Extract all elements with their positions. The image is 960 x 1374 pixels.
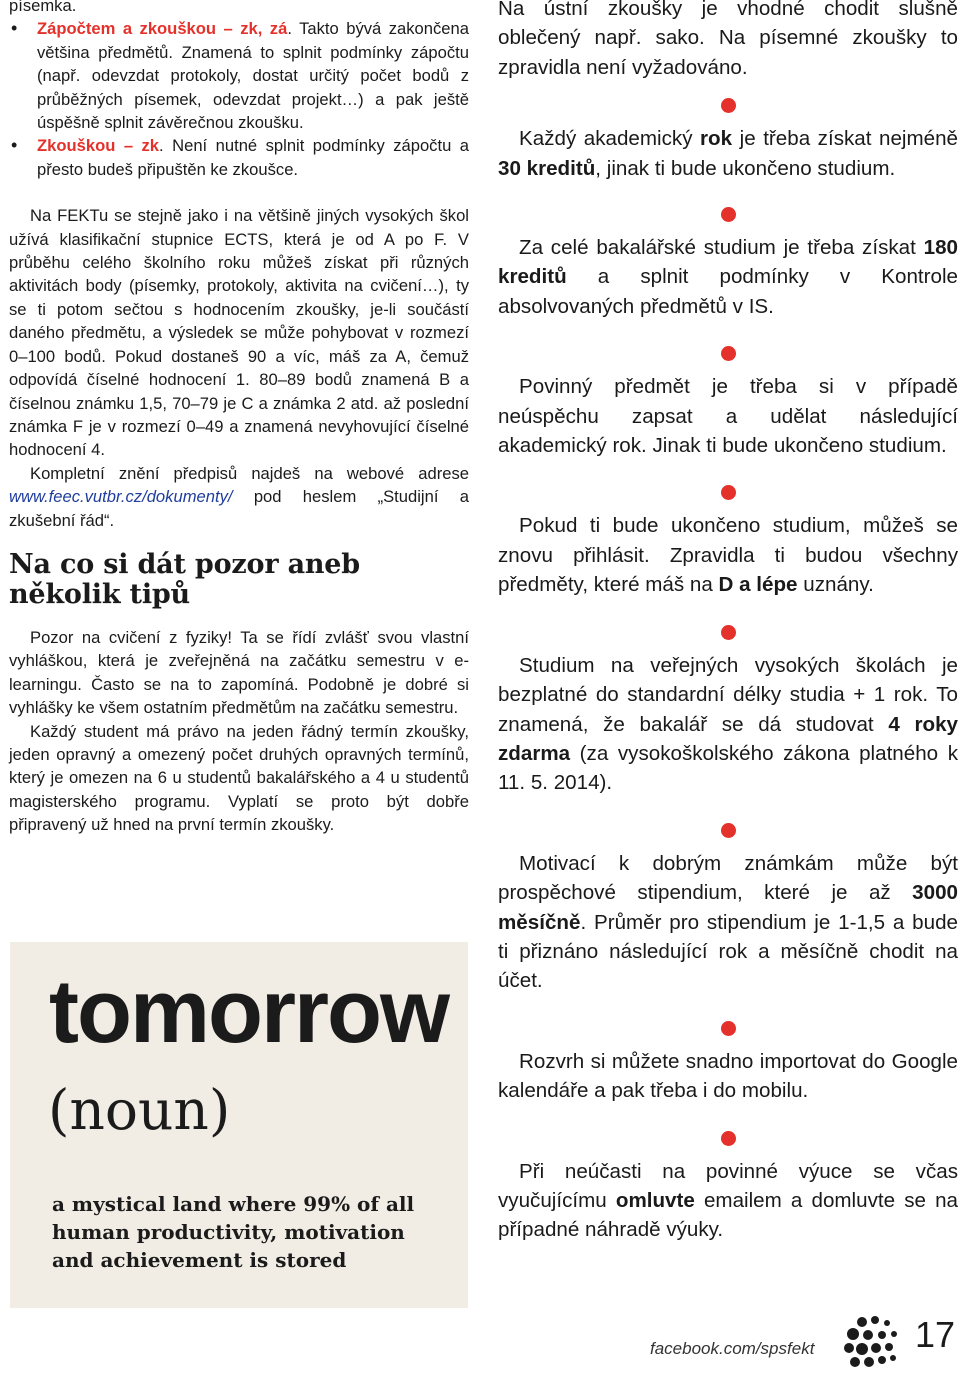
bullet1-title: Zápočtem a zkouškou – zk, zá: [37, 19, 288, 39]
tip1-bold: rok: [700, 127, 733, 151]
bullet-dot-icon: [721, 823, 736, 838]
bullet-dot-icon: [721, 1131, 736, 1146]
tip-schedule: Rozvrh si můžete snadno importovat do Google kalendáře a pak třeba i do mobilu.: [498, 1049, 958, 1103]
physics-paragraph: Pozor na cvičení z fyziky! Ta se řídí zvlášť svou vlastní vyhláškou, která je zveřejněná na začátku semestru v e-learningu. Často se na to zapomíná. Podobně je dobré si vyhlášky ke všem ostatním předmětům na začátku semestru.: [9, 627, 469, 718]
regulations-paragraph: [9, 462, 469, 532]
tip8-part: Při neúčasti na povinné výuce se včas vyučujícímu: [498, 1159, 958, 1212]
bullet1-text: . Takto bývá zakončena většina předmětů. Znamená to splnit podmínky zápočtu (např. odevzdat protokoly, dostat určitý počet bodů z průběžných písemek, odevzdat projekt…) a pak ještě úspěšně splnit závěrečnou zkoušku.: [37, 19, 469, 133]
tip-credits-year: [498, 124, 958, 183]
regulations-text-start: Kompletní znění předpisů najdeš na webové adrese: [30, 463, 469, 483]
tip4-part: uznány.: [797, 573, 874, 597]
tip4-part: Pokud ti bude ukončeno studium, můžeš se znovu přihlásit. Zpravidla ti budou všechny předměty, které máš na: [498, 514, 958, 597]
bullet-dot-icon: [721, 625, 736, 640]
tip4-bold: D a lépe: [718, 573, 798, 597]
image-definition: a mystical land where 99% of all human productivity, motivation and achievement is stored: [52, 1192, 415, 1272]
exam-terms-paragraph: Každý student má právo na jeden řádný termín zkoušky, jeden opravný a omezený počet druhých opravných termínů, který je omezen na 6 u studentů bakalářského a 4 u studentů magisterského programu. Vyplatí se proto být dobře připravený už hned na první termín zkoušky.: [9, 721, 469, 835]
tip-credits-total: [498, 233, 958, 321]
bullet-dot-icon: [721, 346, 736, 361]
tip2-part: Za celé bakalářské studium je třeba získat: [519, 236, 924, 260]
tip5-part: Studium na veřejných vysokých školách je bezplatné do standardní délky studia + 1 rok. To znamená, že bakalář se dá studovat: [498, 653, 958, 736]
bullet-exam-credit: [9, 17, 469, 134]
tip1-part: Každý akademický: [519, 127, 701, 151]
top-fragment: písemka.: [9, 0, 77, 15]
tip-mandatory-subject: Povinný předmět je třeba si v případě neúspěchu zapsat a udělat následující akademický rok. Jinak ti bude ukončeno studium.: [498, 375, 958, 458]
tip5-part: (za vysokoškolského zákona platného k 11. 5. 2014).: [498, 741, 958, 795]
tip-free-study: [498, 651, 958, 798]
bullet-dot-icon: [721, 1021, 736, 1036]
ects-paragraph: Na FEKTu se stejně jako i na většině jiných vysokých škol užívá klasifikační stupnice ECTS, která je od A po F. V průběhu celého školního roku můžeš získat při různých aktivitách body (písemky, protokoly, aktivita na cvičení…), ty se ti potom sečtou s hodnocením zkoušky, je-li součástí daného předmětu, a výsledek se může pohybovat v rozmezí 0–100 bodů. Pokud dostaneš 90 a víc, máš za A, čemuž odpovídá číselné hodnocení 1. 80–89 bodů znamená B a číselnou známku 1,5, 70–79 je C a známka 2 atd. až poslední známka F je v rozmezí 0–49 a znamená nevyhovující číselné hodnocení 4.: [9, 206, 469, 460]
tip8-part: emailem a domluvte se na případné náhradě výuky.: [498, 1188, 958, 1242]
tip6-part: Motivací k dobrým známkám může být prospěchové stipendium, které je až: [498, 851, 958, 905]
tip1-part: je třeba získat nejméně: [732, 127, 958, 151]
tip8-bold: omluvte: [615, 1188, 695, 1212]
tip6-part: . Průměr pro stipendium je 1-1,5 a bude ti přiznáno následující rok a měsíčně chodit na účet.: [498, 910, 958, 993]
sps-logo-icon: [842, 1314, 904, 1370]
image-word: tomorrow: [49, 962, 448, 1062]
tips-heading: Na co si dát pozor aneb několik tipů: [9, 548, 360, 610]
page-number: 17: [915, 1314, 956, 1355]
tip2-bold: 180 kreditů: [498, 236, 958, 289]
tomorrow-definition-image: [10, 942, 468, 1308]
bullet2-text: . Není nutné splnit podmínky zápočtu a přesto budeš připuštěn ke zkoušce.: [37, 136, 470, 179]
facebook-link[interactable]: facebook.com/spsfekt: [650, 1339, 815, 1358]
bullet-dot-icon: [721, 207, 736, 222]
tip-oral-exam: Na ústní zkoušky je vhodné chodit slušně oblečený např. sako. Na písemné zkoušky to zpravidla není vyžadováno.: [498, 0, 958, 79]
bullet-exam: [9, 134, 469, 181]
bullet-dot-icon: [721, 98, 736, 113]
regulations-link[interactable]: www.feec.vutbr.cz/dokumenty/: [9, 487, 233, 507]
tip2-part: a splnit podmínky v Kontrole absolvovaných předmětů v IS.: [498, 265, 958, 318]
bullet2-title: Zkouškou – zk: [37, 136, 160, 156]
tip1-bold: 30 kreditů: [498, 156, 596, 180]
right-column: [498, 0, 958, 1245]
regulations-text-end: pod heslem „Studijní a zkušební řád“.: [9, 487, 469, 530]
tip1-part: , jinak ti bude ukončeno studium.: [595, 156, 896, 180]
tip-absence: [498, 1157, 958, 1245]
image-noun: (noun): [48, 1078, 231, 1142]
tip-scholarship: [498, 849, 958, 996]
left-column: [9, 0, 469, 837]
tip-reapply: [498, 511, 958, 599]
tip5-bold: 4 roky zdarma: [498, 712, 958, 765]
bullet-dot-icon: [721, 485, 736, 500]
tip6-bold: 3000 měsíčně: [498, 881, 958, 934]
